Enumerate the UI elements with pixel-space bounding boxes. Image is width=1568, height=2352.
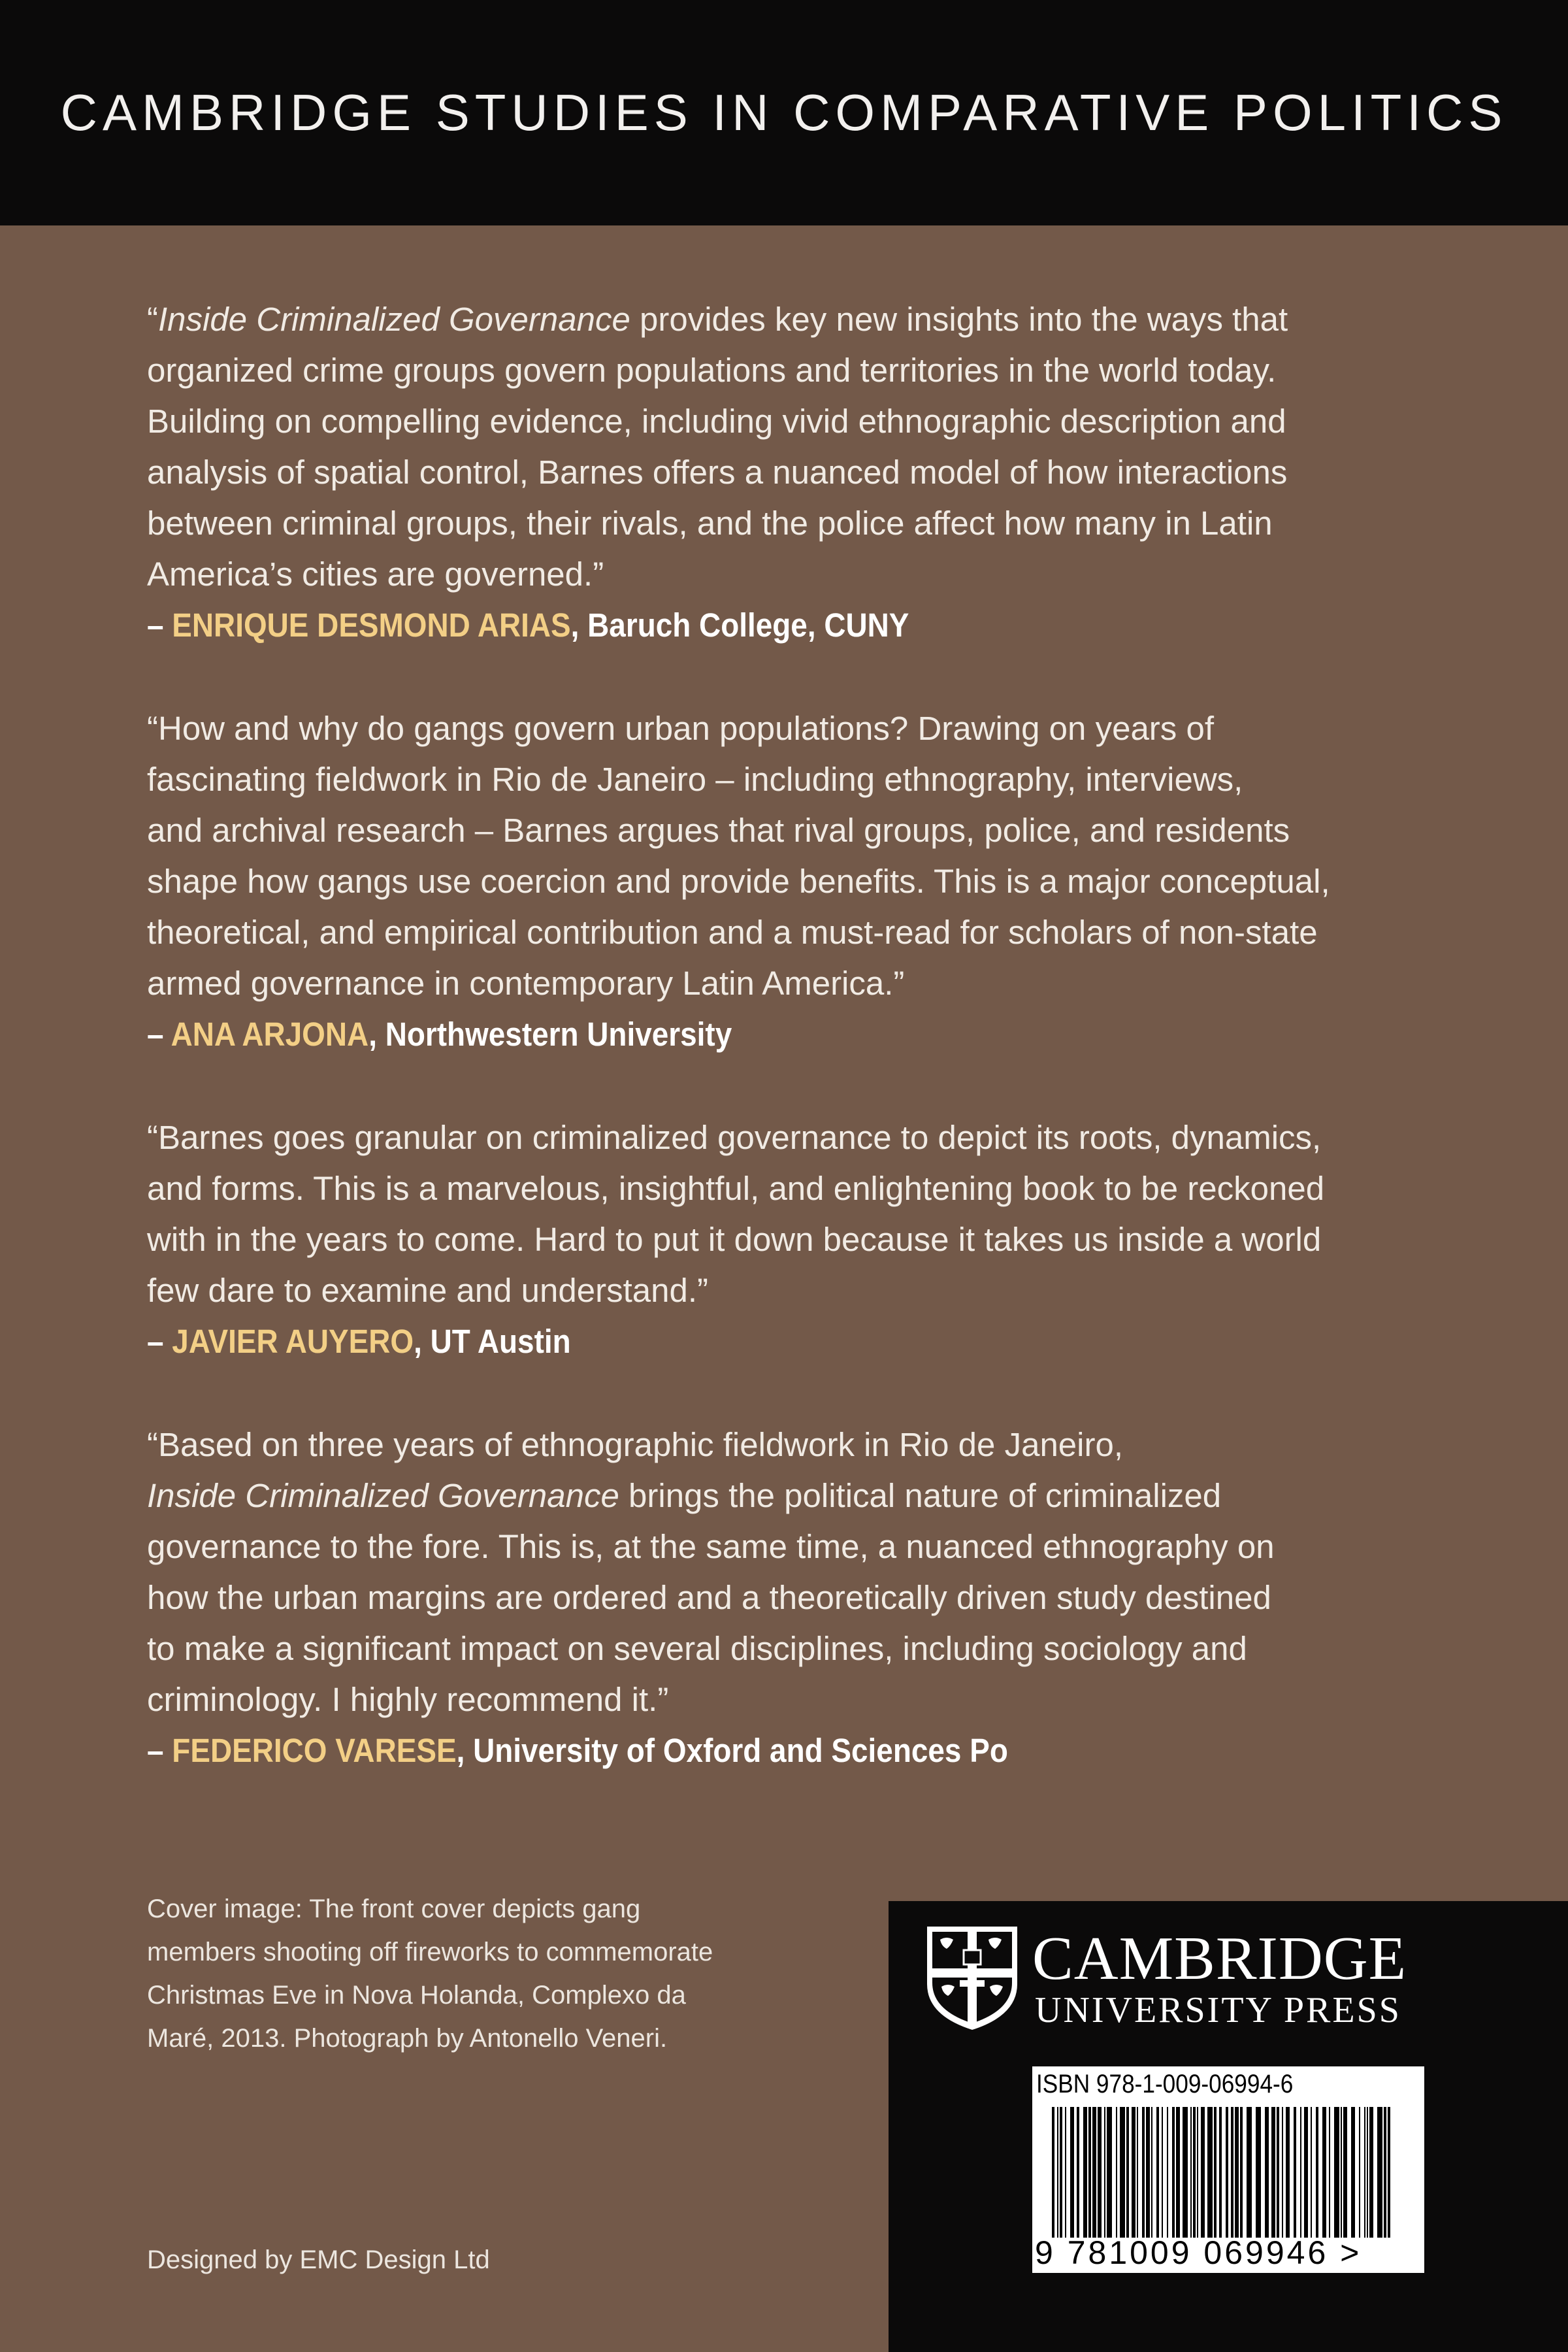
quote-line: [147, 1419, 1441, 1470]
barcode-bar: [1369, 2107, 1373, 2238]
barcode-bar: [1142, 2107, 1145, 2238]
quote-line: [147, 1112, 1441, 1163]
endorser-name: JAVIER AUYERO: [172, 1323, 414, 1360]
quote-text: brings the political nature of criminalized: [619, 1477, 1222, 1514]
barcode-bar: [1088, 2107, 1091, 2238]
barcode-bar: [1172, 2107, 1175, 2238]
endorser: [147, 1316, 1311, 1367]
barcode-bar: [1329, 2107, 1330, 2238]
designer-credit: Designed by EMC Design Ltd: [147, 2245, 490, 2274]
barcode-bar: [1201, 2107, 1205, 2238]
endorsement: [147, 294, 1441, 651]
barcode-bar: [1316, 2107, 1318, 2238]
barcode-bar: [1341, 2107, 1342, 2238]
barcode-bar: [1367, 2107, 1368, 2238]
endorser-dash: –: [147, 1016, 171, 1053]
barcode-bars: [1052, 2107, 1392, 2238]
endorser: [147, 1009, 1311, 1060]
quote-text: “Based on three years of ethnographic fieldwork in Rio de Janeiro,: [147, 1426, 1124, 1463]
cover-note-line: members shooting off fireworks to commemorate: [147, 1938, 713, 1966]
endorsement-quote: [147, 294, 1441, 600]
barcode-bar: [1240, 2107, 1243, 2238]
barcode-bar: [1226, 2107, 1228, 2238]
book-title: Inside Criminalized Governance: [157, 301, 630, 338]
quote-line: [147, 345, 1441, 396]
endorsement: [147, 703, 1441, 1060]
quote-text: how the urban margins are ordered and a theoretically driven study destined: [147, 1579, 1271, 1616]
barcode-bar: [1334, 2107, 1339, 2238]
quote-text: governance to the fore. This is, at the same time, a nuanced ethnography on: [147, 1528, 1275, 1565]
cover-note-line: Cover image: The front cover depicts gang: [147, 1895, 641, 1923]
cover-note-line: Maré, 2013. Photograph by Antonello Veneri.: [147, 2024, 668, 2053]
endorser: [147, 1725, 1311, 1776]
quote-text: and forms. This is a marvelous, insightful, and enlightening book to be reckoned: [147, 1170, 1325, 1207]
barcode-bar: [1384, 2107, 1386, 2238]
barcode-bar: [1286, 2107, 1290, 2238]
barcode-bar: [1057, 2107, 1058, 2238]
endorsement-quote: [147, 1419, 1441, 1725]
quote-text: “How and why do gangs govern urban populations? Drawing on years of: [147, 710, 1214, 747]
quote-text: organized crime groups govern populations and territories in the world today.: [147, 352, 1277, 389]
barcode-bar: [1052, 2107, 1054, 2238]
quote-line: [147, 1623, 1441, 1674]
barcode-bar: [1193, 2107, 1196, 2238]
quote-text: fascinating fieldwork in Rio de Janeiro – including ethnography, interviews,: [147, 761, 1243, 798]
endorser-dash: –: [147, 1732, 172, 1769]
barcode-bar: [1300, 2107, 1301, 2238]
endorser-name: FEDERICO VARESE: [172, 1732, 457, 1769]
quote-line: [147, 549, 1441, 600]
quote-text: armed governance in contemporary Latin America.”: [147, 965, 905, 1002]
barcode-bar: [1388, 2107, 1390, 2238]
barcode-bar: [1060, 2107, 1062, 2238]
barcode-bar: [1137, 2107, 1138, 2238]
quote-line: [147, 1163, 1441, 1214]
quote-line: [147, 1521, 1441, 1572]
quote-line: [147, 754, 1441, 805]
quote-line: [147, 1674, 1441, 1725]
quote-line: [147, 1265, 1441, 1316]
quote-line: [147, 294, 1441, 345]
series-title: CAMBRIDGE STUDIES IN COMPARATIVE POLITICS: [60, 84, 1508, 141]
university-crest-icon: [924, 1924, 1020, 2032]
quote-line: [147, 856, 1441, 907]
barcode-bar: [1197, 2107, 1198, 2238]
barcode-bar: [1311, 2107, 1312, 2238]
quote-line: [147, 907, 1441, 958]
quote-text: shape how gangs use coercion and provide benefits. This is a major conceptual,: [147, 863, 1330, 900]
quote-line: [147, 396, 1441, 447]
barcode-bar: [1219, 2107, 1222, 2238]
quote-line: [147, 1572, 1441, 1623]
publisher-name: CAMBRIDGE: [1032, 1925, 1407, 1993]
quote-text: analysis of spatial control, Barnes offers a nuanced model of how interactions: [147, 454, 1288, 491]
barcode-bar: [1377, 2107, 1382, 2238]
quote-text: provides key new insights into the ways that: [630, 301, 1288, 338]
barcode-bar: [1282, 2107, 1283, 2238]
barcode-bar: [1156, 2107, 1159, 2238]
endorsement-quote: [147, 1112, 1441, 1316]
quote-text: criminology. I highly recommend it.”: [147, 1681, 669, 1718]
quote-text: with in the years to come. Hard to put it down because it takes us inside a world: [147, 1221, 1322, 1258]
barcode-bar: [1364, 2107, 1365, 2238]
quote-text: to make a significant impact on several disciplines, including sociology and: [147, 1630, 1247, 1667]
quote-text: few dare to examine and understand.”: [147, 1272, 709, 1309]
endorser-dash: –: [147, 1323, 172, 1360]
barcode-bar: [1162, 2107, 1163, 2238]
quote-line: [147, 958, 1441, 1009]
ean-number: 9 781009 069946 >: [1035, 2234, 1362, 2271]
publisher-subtitle: UNIVERSITY PRESS: [1035, 1990, 1401, 2030]
barcode-bar: [1343, 2107, 1347, 2238]
barcode-bar: [1322, 2107, 1326, 2238]
endorsement: [147, 1419, 1441, 1776]
quote-line: [147, 805, 1441, 856]
barcode-bar: [1176, 2107, 1180, 2238]
quote-text: Building on compelling evidence, including vivid ethnographic description and: [147, 403, 1286, 440]
quote-line: [147, 447, 1441, 498]
barcode-bar: [1304, 2107, 1308, 2238]
barcode-bar: [1214, 2107, 1217, 2238]
barcode-bar: [1271, 2107, 1275, 2238]
endorsements: [147, 294, 1441, 1829]
barcode-bar: [1126, 2107, 1129, 2238]
barcode-bar: [1256, 2107, 1261, 2238]
barcode-bar: [1167, 2107, 1168, 2238]
barcode: [1032, 2066, 1424, 2273]
barcode-bar: [1083, 2107, 1087, 2238]
barcode-bar: [1098, 2107, 1102, 2238]
barcode-bar: [1207, 2107, 1213, 2238]
barcode-bar: [1092, 2107, 1096, 2238]
quote-text: and archival research – Barnes argues that rival groups, police, and residents: [147, 812, 1290, 849]
barcode-bar: [1065, 2107, 1066, 2238]
barcode-bar: [1247, 2107, 1252, 2238]
quote-line: [147, 498, 1441, 549]
endorser-dash: –: [147, 606, 172, 644]
barcode-bar: [1190, 2107, 1192, 2238]
endorser-affiliation: , Northwestern University: [368, 1016, 732, 1053]
endorser-affiliation: , UT Austin: [414, 1323, 571, 1360]
barcode-bar: [1351, 2107, 1355, 2238]
book-title: Inside Criminalized Governance: [147, 1477, 619, 1514]
barcode-bar: [1107, 2107, 1112, 2238]
barcode-bar: [1183, 2107, 1188, 2238]
quote-line: [147, 1214, 1441, 1265]
barcode-bar: [1294, 2107, 1296, 2238]
quote-text: America’s cities are governed.”: [147, 555, 604, 593]
barcode-bar: [1104, 2107, 1105, 2238]
quote-open-mark: “: [147, 301, 158, 338]
endorser-name: ENRIQUE DESMOND ARIAS: [172, 606, 571, 644]
quote-text: theoretical, and empirical contribution and a must-read for scholars of non-state: [147, 914, 1318, 951]
endorser-affiliation: , Baruch College, CUNY: [570, 606, 909, 644]
cover-image-credit: [147, 1887, 800, 2060]
endorser-name: ANA ARJONA: [171, 1016, 369, 1053]
cover-note-line: Christmas Eve in Nova Holanda, Complexo da: [147, 1981, 686, 2010]
barcode-bar: [1235, 2107, 1239, 2238]
quote-line: [147, 1470, 1441, 1521]
endorsement-quote: [147, 703, 1441, 1009]
barcode-bar: [1070, 2107, 1074, 2238]
endorser: [147, 600, 1311, 651]
endorsement: [147, 1112, 1441, 1367]
isbn-number: ISBN 978-1-009-06994-6: [1036, 2070, 1294, 2098]
barcode-bar: [1120, 2107, 1125, 2238]
barcode-bar: [1231, 2107, 1233, 2238]
barcode-bar: [1265, 2107, 1269, 2238]
barcode-bar: [1132, 2107, 1135, 2238]
series-banner: [0, 0, 1568, 225]
barcode-bar: [1151, 2107, 1152, 2238]
barcode-bar: [1116, 2107, 1117, 2238]
barcode-bar: [1077, 2107, 1079, 2238]
publisher-block: [889, 1901, 1568, 2352]
barcode-bar: [1359, 2107, 1360, 2238]
quote-text: between criminal groups, their rivals, and the police affect how many in Latin: [147, 505, 1273, 542]
endorser-affiliation: , University of Oxford and Sciences Po: [456, 1732, 1008, 1769]
barcode-bar: [1146, 2107, 1150, 2238]
quote-line: [147, 703, 1441, 754]
barcode-bar: [1277, 2107, 1279, 2238]
quote-text: “Barnes goes granular on criminalized governance to depict its roots, dynamics,: [147, 1119, 1322, 1156]
